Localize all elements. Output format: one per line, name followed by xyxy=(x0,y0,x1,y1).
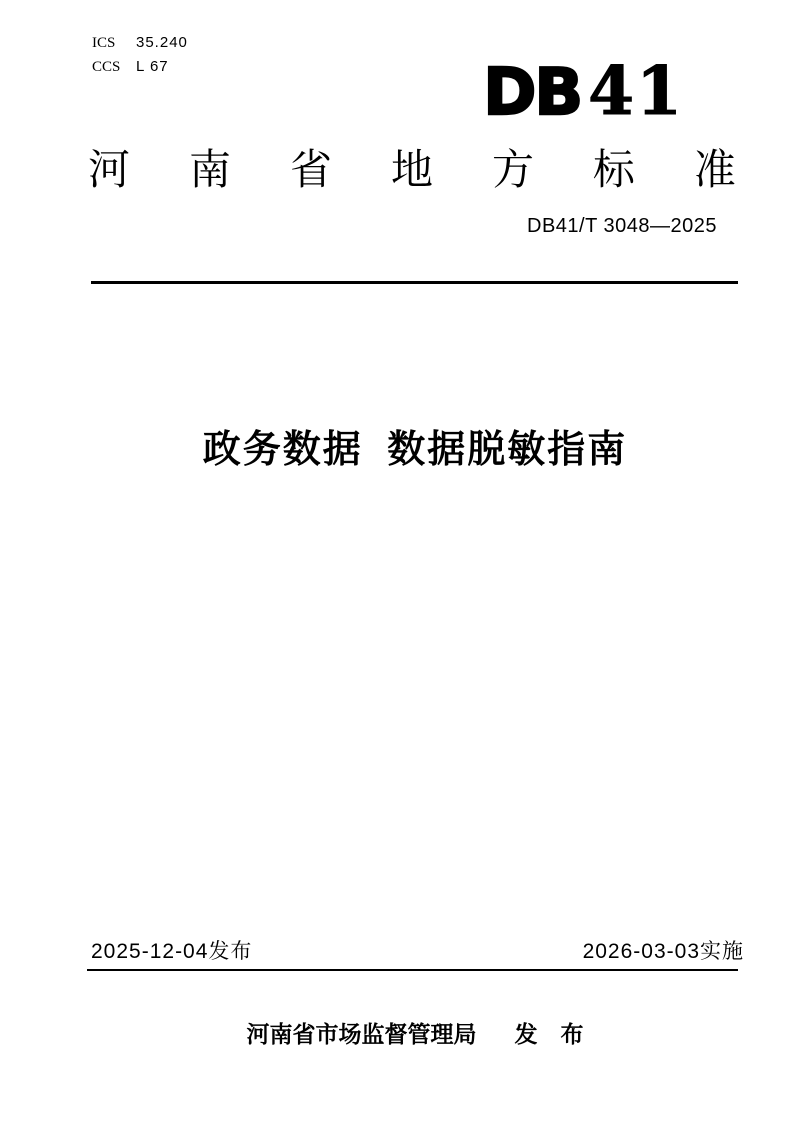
header-rule xyxy=(91,281,738,284)
standard-name-char: 南 xyxy=(188,146,231,193)
ccs-label: CCS xyxy=(92,59,121,75)
publisher-line xyxy=(90,1019,740,1049)
standard-name-char: 准 xyxy=(693,146,736,193)
publisher-org: 河南省市场监督管理局 xyxy=(246,1021,477,1047)
db41-logo xyxy=(483,52,684,130)
db41-logo-number: 41 xyxy=(588,52,684,130)
classification-codes xyxy=(92,31,188,79)
ics-line xyxy=(92,31,188,55)
standard-name-char: 方 xyxy=(491,146,534,193)
standard-name-char: 标 xyxy=(592,146,635,193)
db41-logo-db: DB xyxy=(483,56,582,130)
standard-name-char: 河 xyxy=(88,146,131,193)
publish-label: 发 布 xyxy=(514,1021,584,1047)
ccs-line xyxy=(92,55,188,79)
issue-date: 2025-12-04发布 xyxy=(91,940,253,963)
ics-label: ICS xyxy=(92,35,116,51)
document-title: 政务数据 数据脱敏指南 xyxy=(202,429,628,471)
standard-name xyxy=(88,146,736,194)
standard-number: DB41/T 3048—2025 xyxy=(527,215,717,237)
implement-date: 2026-03-03实施 xyxy=(582,940,744,963)
standard-name-char: 省 xyxy=(289,146,332,193)
footer-rule xyxy=(87,969,738,971)
dates-row xyxy=(91,938,744,966)
standard-name-char: 地 xyxy=(390,146,433,193)
ics-value: 35.240 xyxy=(136,34,188,51)
ccs-value: L 67 xyxy=(136,58,169,75)
